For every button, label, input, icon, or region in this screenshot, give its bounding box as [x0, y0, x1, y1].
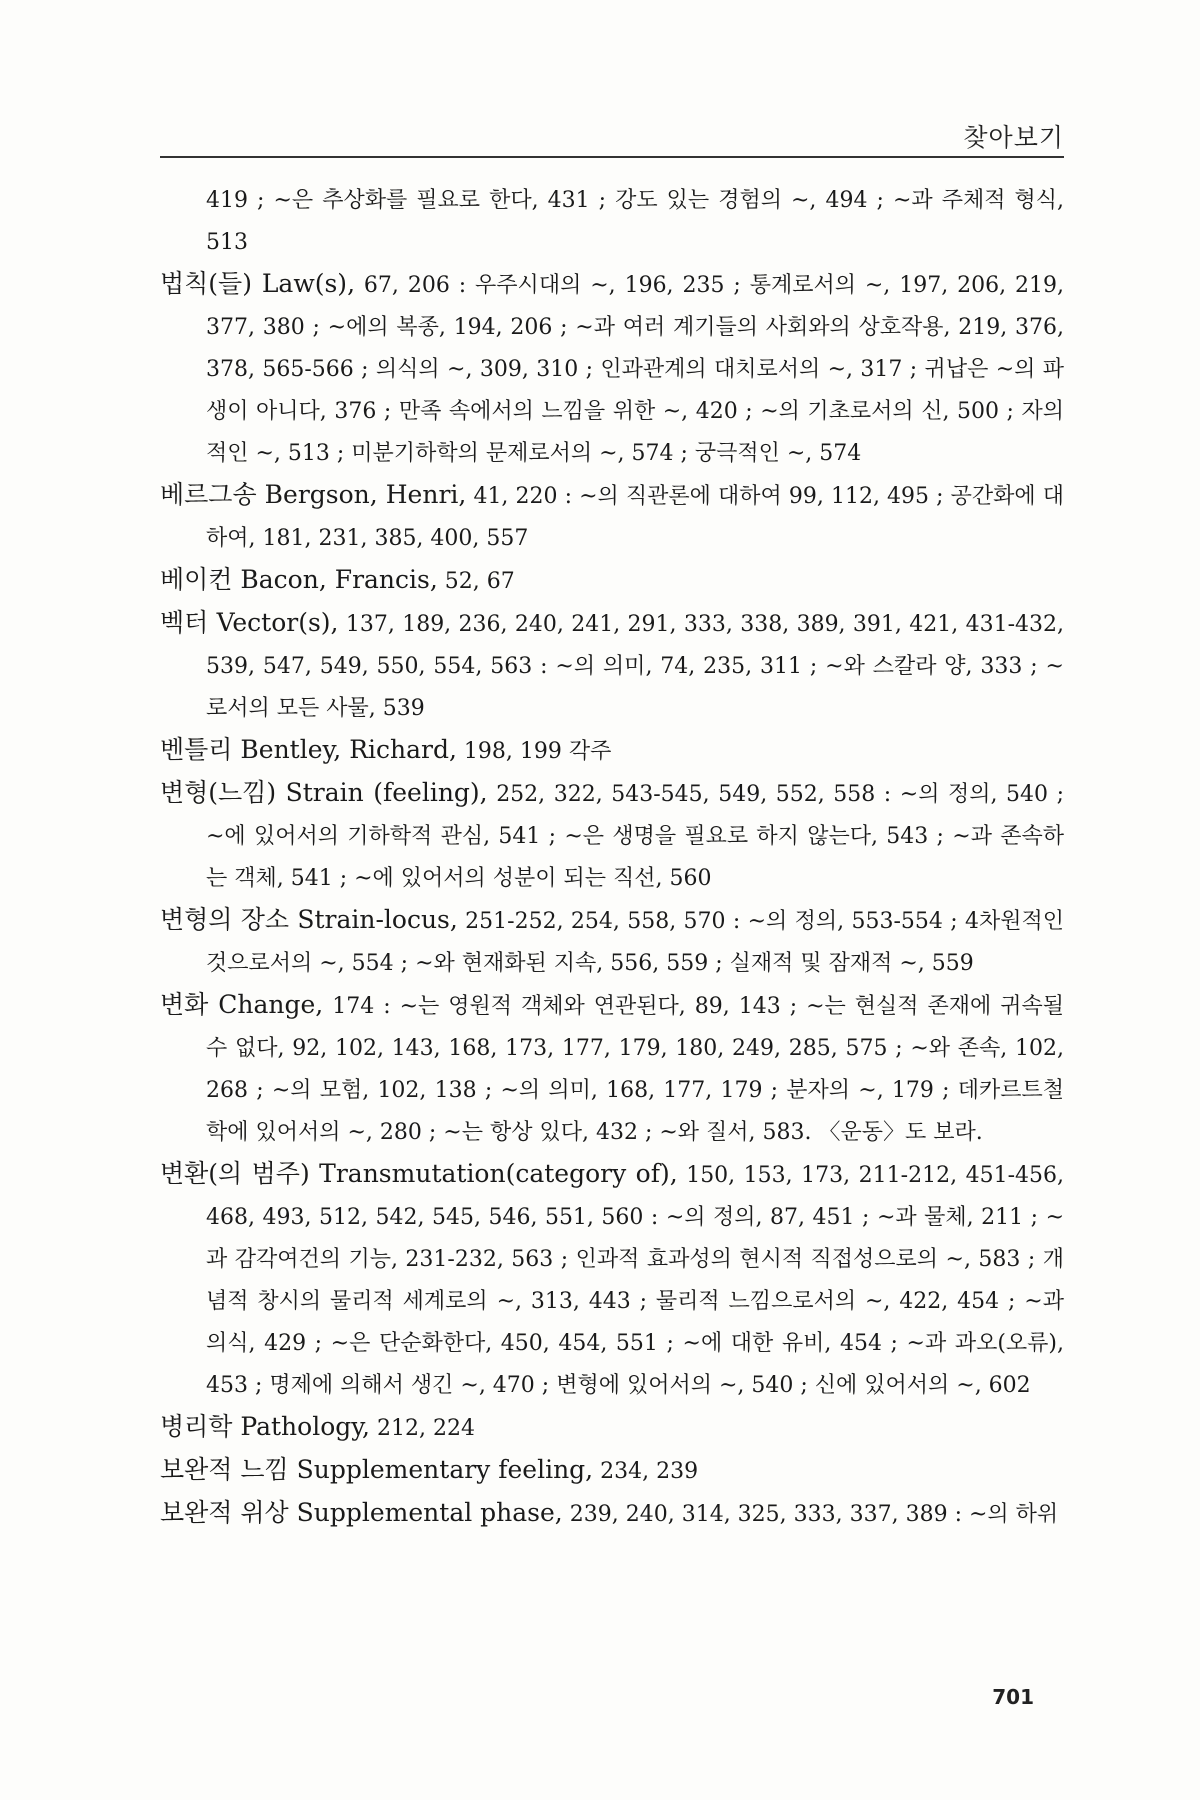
index-references: 52, 67	[437, 569, 515, 594]
index-references: 239, 240, 314, 325, 333, 337, 389 : ~의 하위	[562, 1502, 1059, 1527]
running-head: 찾아보기	[963, 123, 1064, 152]
index-references: 41, 220 : ~의 직관론에 대하여 99, 112, 495 ; 공간화에 대하여, 181, 231, 385, 400, 557	[206, 484, 1064, 551]
index-references: 174 : ~는 영원적 객체와 연관된다, 89, 143 ; ~는 현실적 존재에 귀속될 수 없다, 92, 102, 143, 168, 173, 177, 179, 180, 249, 285, 575 ; ~와 존속, 102, 268 ; ~의 모험, 102, 138 ; ~의 의미, 168, 177, 179 ; 분자의 ~, 179 ; 데카르트철학에 있어서의 ~, 280 ; ~는 항상 있다, 432 ; ~와 질서, 583. 〈운동〉도 보라.	[206, 994, 1065, 1145]
index-entry-vector	[160, 602, 1064, 729]
index-references: 150, 153, 173, 211-212, 451-456, 468, 493, 512, 542, 545, 546, 551, 560 : ~의 정의, 87, 451 ; ~과 물체, 211 ; ~과 감각여건의 기능, 231-232, 563 ; 인과적 효과성의 현시적 직접성으로의 ~, 583 ; 개념적 창시의 물리적 세계로의 ~, 313, 443 ; 물리적 느낌으로서의 ~, 422, 454 ; ~과 의식, 429 ; ~은 단순화한다, 450, 454, 551 ; ~에 대한 유비, 454 ; ~과 과오(오류), 453 ; 명제에 의해서 생긴 ~, 470 ; 변형에 있어서의 ~, 540 ; 신에 있어서의 ~, 602	[206, 1163, 1064, 1398]
header-rule	[160, 156, 1064, 158]
index-references: 67, 206 : 우주시대의 ~, 196, 235 ; 통계로서의 ~, 197, 206, 219, 377, 380 ; ~에의 복종, 194, 206 ; ~과 여러 계기들의 사회와의 상호작용, 219, 376, 378, 565-566 ; 의식의 ~, 309, 310 ; 인과관계의 대치로서의 ~, 317 ; 귀납은 ~의 파생이 아니다, 376 ; 만족 속에서의 느낌을 위한 ~, 420 ; ~의 기초로서의 신, 500 ; 자의적인 ~, 513 ; 미분기하학의 문제로서의 ~, 574 ; 궁극적인 ~, 574	[206, 273, 1064, 466]
index-term: 변환(의 범주) Transmutation(category of),	[160, 1159, 678, 1188]
page-number: 701	[992, 1685, 1034, 1709]
index-references: 212, 224	[370, 1416, 475, 1441]
index-references: 251-252, 254, 558, 570 : ~의 정의, 553-554 ; 4차원적인 것으로서의 ~, 554 ; ~와 현재화된 지속, 556, 559 ; 실재적 및 잠재적 ~, 559	[206, 909, 1064, 976]
index-entry-change	[160, 984, 1064, 1153]
index-entry-bentley	[160, 729, 1064, 772]
index-entry-pathology	[160, 1406, 1064, 1449]
index-entry-strain	[160, 772, 1064, 899]
index-term: 변형(느낌) Strain (feeling),	[160, 778, 488, 807]
index-entry-strain-locus	[160, 899, 1064, 984]
index-term: 베이컨 Bacon, Francis,	[160, 565, 438, 594]
index-entries	[160, 178, 1064, 1535]
index-entry-bergson	[160, 474, 1064, 559]
index-term: 벡터 Vector(s),	[160, 608, 339, 637]
index-term: 병리학 Pathology,	[160, 1412, 370, 1441]
index-term: 보완적 느낌 Supplementary feeling,	[160, 1455, 594, 1484]
index-entry-supplemental-phase	[160, 1492, 1064, 1535]
index-entry-law	[160, 263, 1064, 474]
index-entry-supplementary-feeling	[160, 1449, 1064, 1492]
index-references: 198, 199 각주	[456, 739, 612, 764]
index-term: 보완적 위상 Supplemental phase,	[160, 1498, 563, 1527]
index-references: 234, 239	[593, 1459, 699, 1484]
index-term: 베르그송 Bergson, Henri,	[160, 480, 467, 509]
index-entry-transmutation	[160, 1153, 1064, 1406]
index-references: 137, 189, 236, 240, 241, 291, 333, 338, 389, 391, 421, 431-432, 539, 547, 549, 550, 554, 563 : ~의 의미, 74, 235, 311 ; ~와 스칼라 양, 333 ; ~로서의 모든 사물, 539	[206, 612, 1064, 721]
index-references: 252, 322, 543-545, 549, 552, 558 : ~의 정의, 540 ; ~에 있어서의 기하학적 관심, 541 ; ~은 생명을 필요로 하지 않는다, 543 ; ~과 존속하는 객체, 541 ; ~에 있어서의 성분이 되는 직선, 560	[206, 782, 1064, 891]
index-term: 벤틀리 Bentley, Richard,	[160, 735, 457, 764]
index-term: 변화 Change,	[160, 990, 324, 1019]
index-entry-bacon	[160, 559, 1064, 602]
index-entry-continuation	[160, 178, 1064, 263]
index-term: 법칙(들) Law(s),	[160, 269, 356, 298]
index-term: 변형의 장소 Strain-locus,	[160, 905, 458, 934]
index-references: 419 ; ~은 추상화를 필요로 한다, 431 ; 강도 있는 경험의 ~, 494 ; ~과 주체적 형식, 513	[206, 188, 1064, 255]
